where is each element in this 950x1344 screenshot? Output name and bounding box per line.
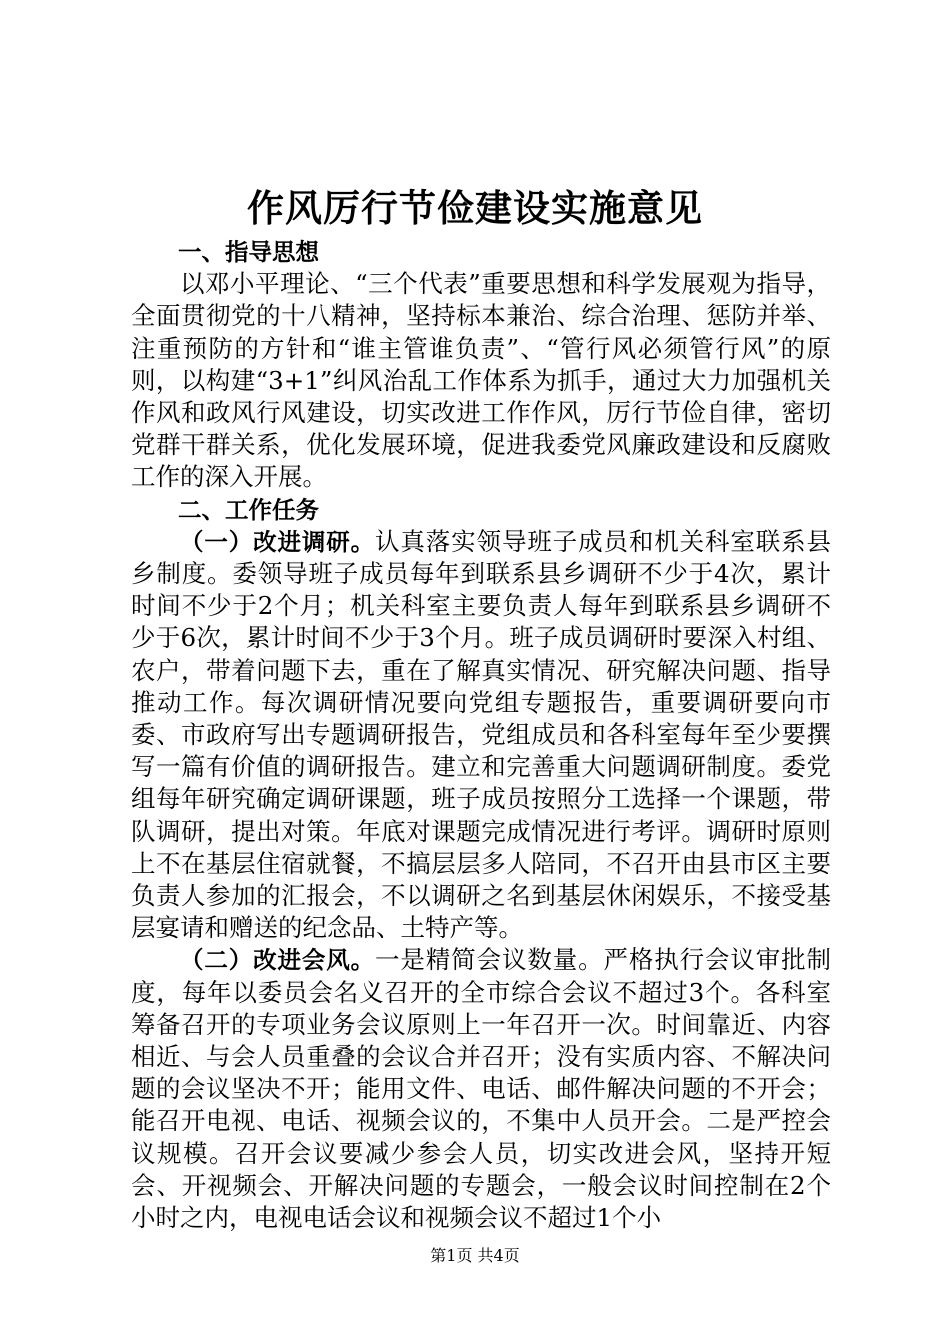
item-lead-improve-meetings: （二）改进会风。	[180, 946, 376, 975]
document-body	[131, 236, 831, 1234]
item-text-improve-research: 认真落实领导班子成员和机关科室联系县乡制度。委领导班子成员每年到联系县乡调研不少于4次，累计时间不少于2个月；机关科室主要负责人每年到联系县乡调研不少于6次，累计时间不少于3个月。班子成员调研时要深入村组、农户，带着问题下去，重在了解真实情况、研究解决问题、指导推动工作。每次调研情况要向党组专题报告，重要调研要向市委、市政府写出专题调研报告，党组成员和各科室每年至少要撰写一篇有价值的调研报告。建立和完善重大问题调研制度。委党组每年研究确定调研课题，班子成员按照分工选择一个课题，带队调研，提出对策。年底对课题完成情况进行考评。调研时原则上不在基层住宿就餐，不搞层层多人陪同，不召开由县市区主要负责人参加的汇报会，不以调研之名到基层休闲娱乐，不接受基层宴请和赠送的纪念品、土特产等。	[131, 526, 832, 943]
page-title: 作风厉行节俭建设实施意见	[247, 186, 703, 230]
item-text-improve-meetings: 一是精简会议数量。严格执行会议审批制度，每年以委员会名义召开的全市综合会议不超过3个。各科室筹备召开的专项业务会议原则上一年召开一次。时间靠近、内容相近、与会人员重叠的会议合并召开；没有实质内容、不解决问题的会议坚决不开；能用文件、电话、邮件解决问题的不开会；能召开电视、电话、视频会议的，不集中人员开会。二是严控会议规模。召开会议要减少参会人员，切实改进会风，坚持开短会、开视频会、开解决问题的专题会，一般会议时间控制在2个小时之内，电视电话会议和视频会议不超过1个小	[131, 945, 832, 1233]
page-footer: 第1页 共4页	[430, 1246, 520, 1265]
item-lead-improve-research: （一）改进调研。	[180, 527, 376, 556]
section-heading-work-tasks: 二、工作任务	[178, 495, 319, 524]
paragraph-improve-research	[131, 526, 831, 945]
section-heading-guiding-ideology: 一、指导思想	[178, 238, 319, 266]
paragraph-guiding-ideology: 以邓小平理论、“三个代表”重要思想和科学发展观为指导，全面贯彻党的十八精神，坚持标本兼治、综合治理、惩防并举、注重预防的方针和“谁主管谁负责”、“管行风必须管行风”的原则，以构建“3+1”纠风治乱工作体系为抓手，通过大力加强机关作风和政风行风建设，切实改进工作作风，厉行节俭自律，密切党群干群关系，优化发展环境，促进我委党风廉政建设和反腐败工作的深入开展。	[131, 269, 831, 492]
paragraph-improve-meetings	[131, 944, 831, 1234]
